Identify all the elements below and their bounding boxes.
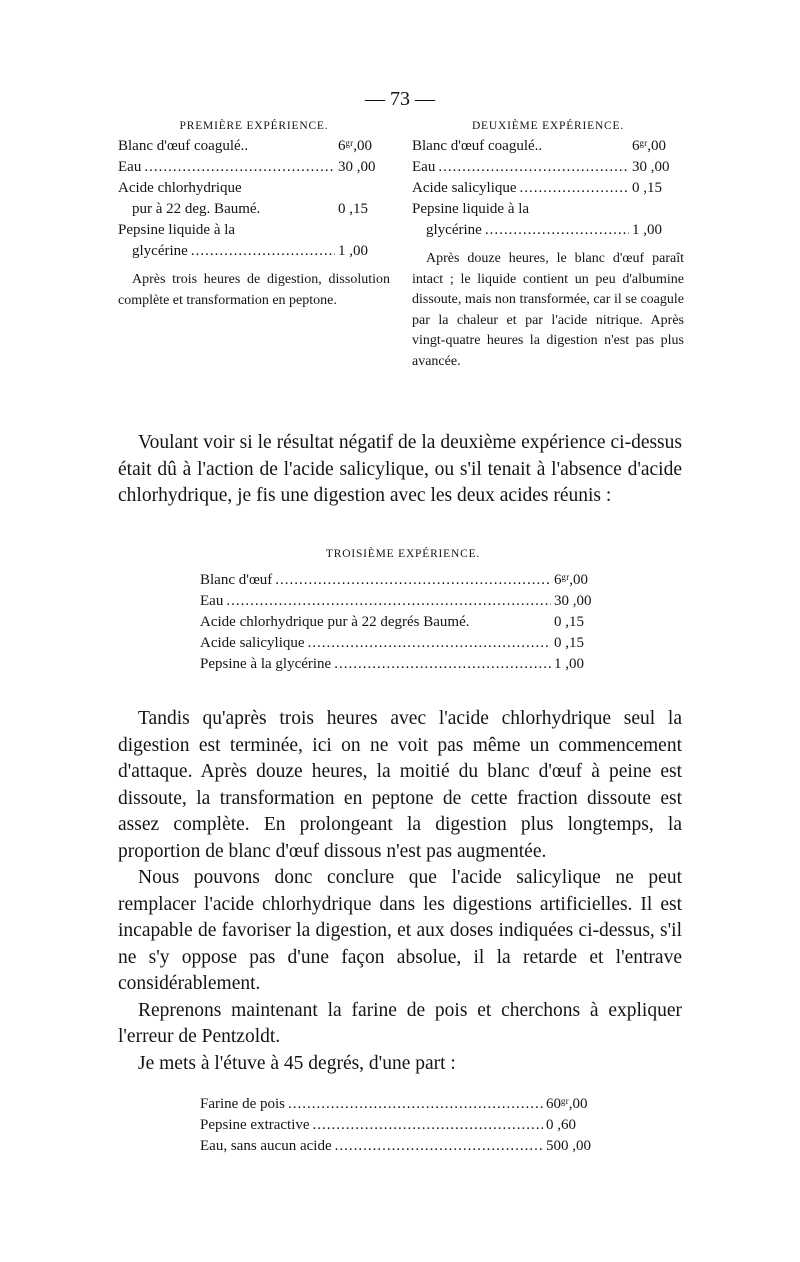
recipe-row — [200, 654, 606, 675]
recipe-label: Pepsine liquide à la — [118, 222, 236, 238]
recipe-label: Eau, sans aucun acide — [200, 1138, 332, 1154]
experiment-1 — [118, 120, 390, 311]
recipe-value: 0 ,60 — [546, 1117, 576, 1133]
experiment-4 — [200, 1094, 598, 1157]
recipe-value: 0 ,15 — [554, 635, 584, 651]
recipe-value: 500 ,00 — [546, 1138, 591, 1154]
recipe-value: 1 ,00 — [632, 222, 662, 238]
recipe-label: Eau — [118, 159, 142, 175]
recipe-value: 6ᵍʳ,00 — [338, 138, 373, 154]
recipe-label: Eau — [200, 593, 224, 609]
recipe-value: 60ᵍʳ,00 — [546, 1096, 588, 1112]
recipe-label: Acide chlorhydrique pur à 22 degrés Baumé. — [200, 614, 470, 630]
recipe-row — [118, 241, 390, 262]
recipe-row — [118, 157, 390, 178]
recipe-label: Blanc d'œuf coagulé.. — [118, 138, 249, 154]
experiment-3 — [200, 548, 606, 675]
body-paragraph-3: Nous pouvons donc conclure que l'acide salicylique ne peut remplacer l'acide chlorhydrique dans les digestions artificielles. Il est incapable de favoriser la digestion, et aux doses indiquées ci-dessus, s'il ne s'y oppose pas d'une façon absolue, il la retarde et l'entrave considérablement. — [118, 867, 682, 994]
experiment-2-result: Après douze heures, le blanc d'œuf paraît intact ; le liquide contient un peu d'albumine dissoute, mais non transformée, car il se coagule par la chaleur et par l'acide nitrique. Après vingt-quatre heures la digestion n'est pas plus avancée. — [412, 251, 684, 369]
recipe-value: 30 ,00 — [554, 593, 592, 609]
recipe-row — [200, 570, 606, 591]
recipe-label: Farine de pois — [200, 1096, 285, 1112]
body-paragraph-4: Reprenons maintenant la farine de pois et cherchons à expliquer l'erreur de Pentzoldt. — [118, 999, 682, 1047]
recipe-label: Eau — [412, 159, 436, 175]
recipe-label: Acide salicylique — [412, 180, 517, 196]
recipe-label: Pepsine à la glycérine — [200, 656, 332, 672]
body-paragraph-2: Tandis qu'après trois heures avec l'acide chlorhydrique seul la digestion est terminée, ici on ne voit pas même un commencement d'attaque. Après douze heures, la moitié du blanc d'œuf à peine est dissoute, la transformation en peptone de cette fraction dissoute est assez complète. En prolongeant la digestion plus longtemps, la proportion de blanc d'œuf dissous n'est pas augmentée. — [118, 708, 682, 862]
recipe-row — [118, 178, 390, 199]
recipe-row — [412, 157, 684, 178]
recipe-row — [200, 591, 606, 612]
experiment-3-heading: TROISIÈME EXPÉRIENCE. — [325, 548, 481, 560]
recipe-value: 6ᵍʳ,00 — [632, 138, 667, 154]
recipe-value: 1 ,00 — [338, 243, 368, 259]
recipe-label: pur à 22 deg. Baumé. — [132, 201, 261, 217]
recipe-label: Blanc d'œuf coagulé.. — [412, 138, 543, 154]
recipe-row — [200, 1136, 598, 1157]
recipe-value: 0 ,15 — [338, 201, 368, 217]
body-text — [118, 706, 682, 1077]
recipe-row — [412, 199, 684, 220]
experiment-2-heading: DEUXIÈME EXPÉRIENCE. — [471, 120, 625, 132]
experiment-2 — [412, 120, 684, 372]
recipe-label: Blanc d'œuf — [200, 572, 273, 588]
recipe-value: 0 ,15 — [632, 180, 662, 196]
recipe-row — [118, 199, 390, 220]
experiment-1-result: Après trois heures de digestion, dissolution complète et transformation en peptone. — [118, 272, 390, 308]
recipe-label: glycérine — [132, 243, 188, 259]
experiment-1-heading: PREMIÈRE EXPÉRIENCE. — [179, 120, 329, 132]
recipe-value: 1 ,00 — [554, 656, 584, 672]
recipe-row — [412, 220, 684, 241]
recipe-value: 30 ,00 — [338, 159, 376, 175]
body-paragraph-1 — [118, 430, 682, 510]
recipe-label: Acide salicylique — [200, 635, 305, 651]
paragraph-text: Voulant voir si le résultat négatif de la deuxième expérience ci-dessus était dû à l'action de l'acide salicylique, ou s'il tenait à l'absence d'acide chlorhydrique, je fis une digestion avec les deux acides réunis : — [118, 432, 682, 506]
recipe-value: 30 ,00 — [632, 159, 670, 175]
recipe-row — [200, 633, 606, 654]
recipe-value: 6ᵍʳ,00 — [554, 572, 589, 588]
recipe-row — [200, 1094, 598, 1115]
body-paragraph-5: Je mets à l'étuve à 45 degrés, d'une part : — [138, 1052, 456, 1074]
recipe-value: 0 ,15 — [554, 614, 584, 630]
page-number: — 73 — — [365, 88, 435, 110]
recipe-label: Acide chlorhydrique — [118, 180, 242, 196]
recipe-row — [118, 136, 390, 157]
recipe-row — [412, 136, 684, 157]
recipe-row — [200, 1115, 598, 1136]
recipe-label: Pepsine extractive — [200, 1117, 310, 1133]
recipe-row — [200, 612, 606, 633]
recipe-label: glycérine — [426, 222, 482, 238]
recipe-label: Pepsine liquide à la — [412, 201, 530, 217]
recipe-row — [118, 220, 390, 241]
recipe-row — [412, 178, 684, 199]
